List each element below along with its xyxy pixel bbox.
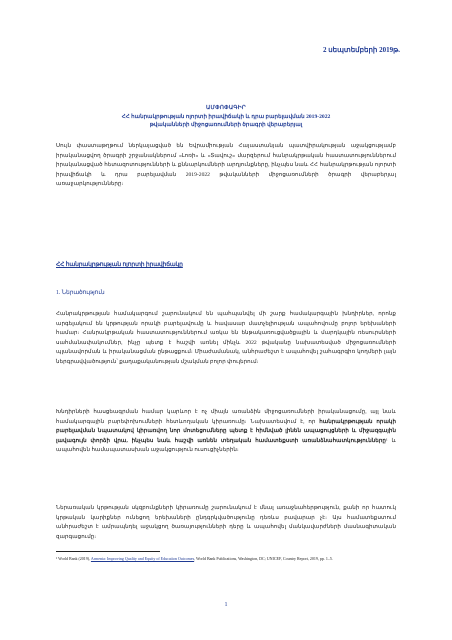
paragraph-2-emphasis: հանրակրթության որակի բարելավման նպատակով կիրառվող նոր մոտեցումները պետք է հիմնված լինեն ապացույցների և միջազգային լավագույն փորձի վրա, ինչպես նաև հաշվի առնեն տեղական համատեքստի առանձնահատկությունները [56,418,396,444]
paragraph-2-start: Խնդիրների հասցեագրման համար կարևոր է ոչ միայն առանձին միջոցառումների իրականացումը, այլ նաև համակարգային բարեփոխումների հետևողական կիրառումը։ Նախատեսվում է, որ [56,409,396,425]
section-heading: ՀՀ հանրակրթության ոլորտի իրավիճակը [56,262,183,268]
footnote-separator [56,551,160,552]
body-paragraph-2 [56,408,396,456]
footnote-suffix: , World Bank Publications, Washington, DC; UNICEF, Country Report, 2019, pp. 1–5. [194,556,333,561]
body-paragraph-3: Ներառական կրթության սկզբունքների կիրառումը շարունակում է մնալ առաջնահերթություն, քանի որ հատուկ կրթական կարիքներ ունեցող երեխաների ընդգրկվածությունը դեռևս բավարար չէ։ Այս համատեքստում անհրաժեշտ է ամրապնդել աջակցող ծառայությունների դերը և ապահովել մանկավարժների մասնագիտական զարգացումը։ [56,505,396,540]
document-title [70,104,382,130]
footnote [56,556,396,562]
intro-paragraph: Սույն փաստաթղթում ներկայացված են Եվրամիության Հայաստանյան պատվիրակության աջակցությամբ իրականացվող ծրագրի շրջանակներում «Լոռի» և «Տավուշ» մարզերում հանրակրթական հաստատություններում իրականացված հետազոտությունների և քննարկումների արդյունքները, ինչպես նաև ՀՀ հանրակրթության ոլորտի իրավիճակի և դրա բարելավման 2019-2022 թվականների միջոցառումների ծրագրի վերաբերյալ առաջարկությունները։ [56,143,396,188]
title-line-3: թվականների միջոցառումների ծրագրի վերաբերյալ [149,122,303,129]
page-number: 1 [224,602,228,608]
body-paragraph-1: Հանրակրթության համակարգում շարունակում են պահպանվել մի շարք համակարգային խնդիրներ, որոնք արգելակում են կրթության որակի բարելավումը և հավասար մատչելիության ապահովումը բոլոր երեխաների համար։ Հանրակրթական հաստատություններում առկա են ենթակառուցվածքային և մարդկային ռեսուրսների սահմանափակումներ, ինչը պետք է հաշվի առնել մինչև 2022 թվականը նախատեսված միջոցառումների պլանավորման և իրականացման ընթացքում։ Միաժամանակ, անհրաժեշտ է ապահովել շահագրգիռ կողմերի լայն ներգրավվածություն՝ քաղաքականության մշակման բոլոր փուլերում։ [56,311,396,365]
footnote-link[interactable]: Armenia: Improving Quality and Equity of Education Outcomes [90,556,195,561]
document-date: 2 սեպտեմբերի 2019թ. [322,46,400,54]
paragraph-2-end: ¹ և ապահովեն համապատասխան աջակցություն ուսուցիչներին։ [56,437,396,454]
title-line-2: ՀՀ հանրակրթության ոլորտի իրավիճակի և դրա բարելավման 2019-2022 [121,113,331,120]
title-line-1: ԱՄՓՈՓԱԳԻՐ [206,105,246,111]
subsection-heading: 1. Ներածություն [56,290,105,296]
footnote-prefix: ¹ World Bank (2019), [56,556,91,561]
